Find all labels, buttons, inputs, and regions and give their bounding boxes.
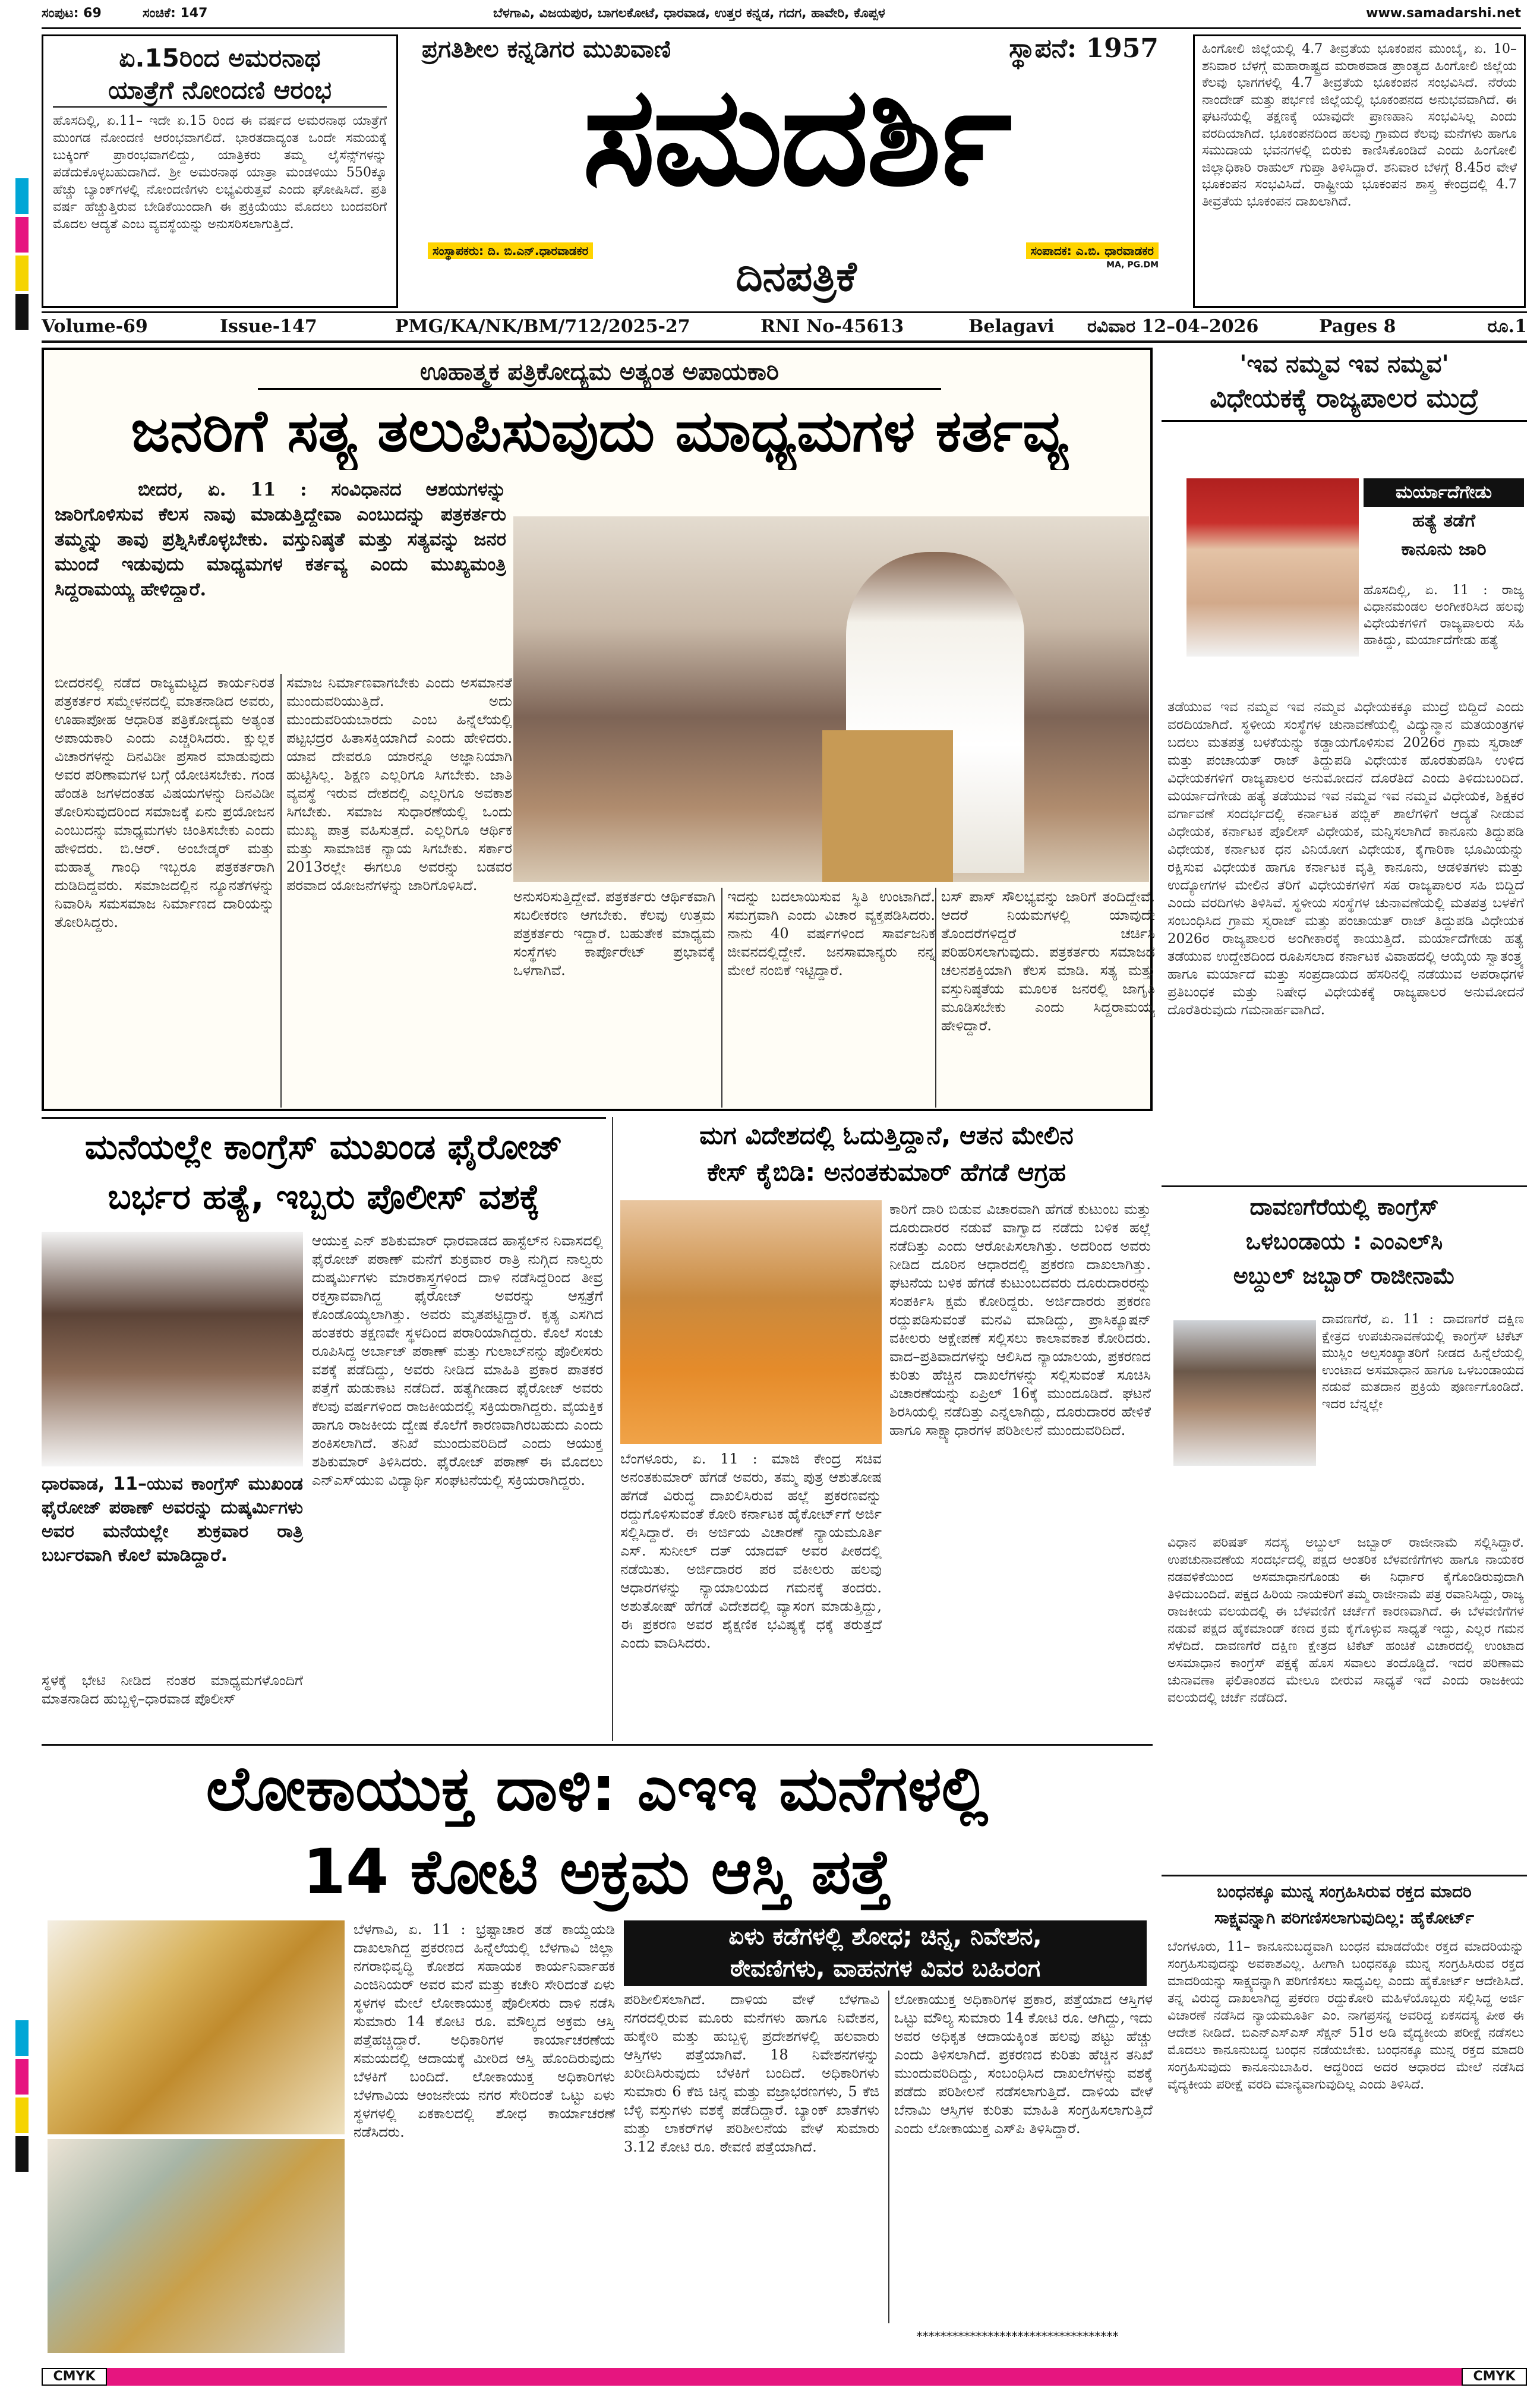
cmyk-label-right: CMYK [1462,2368,1527,2386]
governor-side-text: ಹೊಸದಿಲ್ಲಿ, ಏ. 11 : ರಾಜ್ಯ ವಿಧಾನಮಂಡಲ ಅಂಗೀಕರಿಸಿದ ಹಲವು ವಿಧೇಯಕಗಳಿಗೆ ರಾಜ್ಯಪಾಲರು ಸಹಿ ಹಾಕಿದ್ದು, ಮರ್ಯಾದೆಗೇಡು ಹತ್ಯೆ [1364,583,1524,648]
editor-degree: MA, PG.DM [1106,260,1159,270]
seized-gold-photo [48,1920,345,2134]
issue: Issue-147 [220,316,317,337]
place: Belagavi [968,316,1055,337]
register-swatch-cyan [15,178,29,214]
register-swatch-black-2 [15,2136,29,2172]
website-link[interactable]: www.samadarshi.net [1366,6,1521,21]
davangere-body: ವಿಧಾನ ಪರಿಷತ್ ಸದಸ್ಯ ಅಬ್ದುಲ್ ಜಬ್ಬಾರ್ ರಾಜೀನಾಮೆ ಸಲ್ಲಿಸಿದ್ದಾರೆ. ಉಪಚುನಾವಣೆಯ ಸಂದರ್ಭದಲ್ಲಿ ಪಕ್ಷದ ಆಂತರಿಕ ಬೆಳವಣಿಗೆಗಳು ಹಾಗೂ ನಾಯಕರ ನಡವಳಿಕೆಯಿಂದ ಅಸಮಾಧಾನಗೊಂಡು ಈ ನಿರ್ಧಾರ ಕೈಗೊಂಡಿರುವುದಾಗಿ ತಿಳಿದುಬಂದಿದೆ. ಪಕ್ಷದ ಹಿರಿಯ ನಾಯಕರಿಗೆ ತಮ್ಮ ರಾಜೀನಾಮೆ ಪತ್ರ ರವಾನಿಸಿದ್ದು, ರಾಜ್ಯ ರಾಜಕೀಯ ವಲಯದಲ್ಲಿ ಈ ಬೆಳವಣಿಗೆ ಚರ್ಚೆಗೆ ಕಾರಣವಾಗಿದೆ. ಈ ಬೆಳವಣಿಗೆಗಳ ನಡುವೆ ಪಕ್ಷದ ಹೈಕಮಾಂಡ್ ಕಣದ ಕ್ರಮ ಕೈಗೊಳ್ಳುವ ಸಾಧ್ಯತೆ ಇದ್ದು, ಎಲ್ಲರ ಗಮನ ಸೆಳೆದಿದೆ. ದಾವಣಗೆರೆ ದಕ್ಷಿಣ ಕ್ಷೇತ್ರದ ಟಿಕೆಟ್ ಹಂಚಿಕೆ ವಿಚಾರದಲ್ಲಿ ಉಂಟಾದ ಅಸಮಾಧಾನ ಕಾಂಗ್ರೆಸ್ ಪಕ್ಷಕ್ಕೆ ಹೊಸ ಸವಾಲು ತಂದೊಡ್ಡಿದೆ. ಇದರ ಪರಿಣಾಮ ಚುನಾವಣಾ ಫಲಿತಾಂಶದ ಮೇಲೂ ಬೀರುವ ಸಾಧ್ಯತೆ ಇದೆ ಎಂದು ರಾಜಕೀಯ ವಲಯದಲ್ಲಿ ಚರ್ಚೆ ನಡೆದಿದೆ. [1167,1535,1524,1705]
governor-subhead-box [1364,478,1524,564]
jabbar-photo [1173,1320,1316,1466]
murder-victim-photo [42,1232,303,1466]
highcourt-body: ಬೆಂಗಳೂರು, 11– ಕಾನೂನುಬದ್ಧವಾಗಿ ಬಂಧನ ಮಾಡದೆಯೇ ರಕ್ತದ ಮಾದರಿಯನ್ನು ಸಂಗ್ರಹಿಸುವುದನ್ನು ಅವಕಾಶವಿಲ್ಲ. ಹೀಗಾಗಿ ಬಂಧನಕ್ಕೂ ಮುನ್ನ ಸಂಗ್ರಹಿಸಿರುವ ರಕ್ತದ ಮಾದರಿಯನ್ನು ಸಾಕ್ಷ್ಯವನ್ನಾಗಿ ಪರಿಗಣಿಸಲು ಸಾಧ್ಯವಿಲ್ಲ ಎಂದು ಹೈಕೋರ್ಟ್ ಆದೇಶಿಸಿದೆ. ತನ್ನ ವಿರುದ್ಧ ದಾಖಲಾಗಿದ್ದ ಪ್ರಕರಣ ರದ್ದುಕೋರಿ ಮಹಿಳೆಯೊಬ್ಬರು ಸಲ್ಲಿಸಿದ್ದ ಅರ್ಜಿ ವಿಚಾರಣೆ ನಡೆಸಿದ ನ್ಯಾಯಮೂರ್ತಿ ಎಂ. ನಾಗಪ್ರಸನ್ನ ಅವರಿದ್ದ ಏಕಸದಸ್ಯ ಪೀಠ ಈ ಆದೇಶ ನೀಡಿದೆ. ಬಿಎನ್‌ಎಸ್‌ಎಸ್ ಸೆಕ್ಷನ್ 51ರ ಅಡಿ ವೈದ್ಯಕೀಯ ಪರೀಕ್ಷೆ ನಡೆಸಲು ಮೊದಲು ಕಾನೂನುಬದ್ಧ ಬಂಧನ ನಡೆಯಬೇಕು. ಬಂಧನಕ್ಕೂ ಮುನ್ನ ರಕ್ತದ ಮಾದರಿ ಸಂಗ್ರಹಿಸುವುದು ಕಾನೂನುಬಾಹಿರ. ಆದ್ದರಿಂದ ಅದರ ಆಧಾರದ ಮೇಲೆ ನಡೆಸಿದ ವೈದ್ಯಕೀಯ ಪರೀಕ್ಷೆ ವರದಿ ಮಾನ್ಯವಾಗುವುದಿಲ್ಲ ಎಂದು ತಿಳಿಸಿದೆ. [1167,1939,1524,2092]
governor-body: ತಡೆಯುವ ಇವ ನಮ್ಮವ ಇವ ನಮ್ಮವ ವಿಧೇಯಕಕ್ಕೂ ಮುದ್ರೆ ಬಿದ್ದಿದೆ ಎಂದು ವರದಿಯಾಗಿದೆ. ಸ್ಥಳೀಯ ಸಂಸ್ಥೆಗಳ ಚುನಾವಣೆಯಲ್ಲಿ ವಿದ್ಯುನ್ಮಾನ ಮತಯಂತ್ರಗಳ ಬದಲು ಮತಪತ್ರ ಬಳಕೆಯನ್ನು ಕಡ್ಡಾಯಗೊಳಿಸುವ 2026ರ ಗ್ರಾಮ ಸ್ವರಾಜ್ ಮತ್ತು ಪಂಚಾಯತ್ ರಾಜ್ ತಿದ್ದುಪಡಿ ವಿಧೇಯಕ ಹೊರತುಪಡಿಸಿ ಉಳಿದ ವಿಧೇಯಕಗಳಿಗೆ ರಾಜ್ಯಪಾಲರ ಅನುಮೋದನೆ ದೊರೆತಿದೆ ಎಂದು ತಿಳಿದುಬಂದಿದೆ. ಮರ್ಯಾದೆಗೇಡು ಹತ್ಯೆ ತಡೆಯುವ ಇವ ನಮ್ಮವ ಇವ ನಮ್ಮವ ವಿಧೇಯಕ, ಶಿಕ್ಷಕರ ವರ್ಗಾವಣೆ ಸಂದರ್ಭದಲ್ಲಿ ಕರ್ನಾಟಕ ಪಬ್ಲಿಕ್ ಶಾಲೆಗಳಿಗೆ ಆದ್ಯತೆ ನೀಡುವ ವಿಧೇಯಕ, ಕರ್ನಾಟಕ ಪೊಲೀಸ್ ವಿಧೇಯಕ, ಮನ್ನಿಸಲಾಗಿದೆ ಕಾನೂನು ತಿದ್ದುಪಡಿ ವಿಧೇಯಕ, ಕರ್ನಾಟಕ ಧನ ವಿನಿಯೋಗ ವಿಧೇಯಕ, ಕೈಗಾರಿಕಾ ಭೂಮಿಯನ್ನು ರಕ್ಷಿಸುವ ವಿಧೇಯಕ ಹಾಗೂ ಕರ್ನಾಟಕ ವೃತ್ತಿ ಕಾನೂನು, ಆಡಳಿತಗಳು ಮತ್ತು ಉದ್ಯೋಗಗಳ ಮೇಲಿನ ತೆರಿಗೆ ವಿಧೇಯಕಗಳಿಗೆ ಸಹ ರಾಜ್ಯಪಾಲರ ಸಹಿ ಬಿದ್ದಿದೆ ಎಂದು ವರದಿಗಳು ತಿಳಿಸಿವೆ. ಸ್ಥಳೀಯ ಸಂಸ್ಥೆಗಳ ಚುನಾವಣೆಯಲ್ಲಿ ಮತಪತ್ರ ಬಳಕೆಗೆ ಸಂಬಂಧಿಸಿದ ಗ್ರಾಮ ಸ್ವರಾಜ್ ಮತ್ತು ಪಂಚಾಯತ್ ರಾಜ್ ತಿದ್ದುಪಡಿ ವಿಧೇಯಕ 2026ರ ರಾಜ್ಯಪಾಲರ ಅಂಗೀಕಾರಕ್ಕೆ ಕಾಯುತ್ತಿದೆ. ಮರ್ಯಾದೆಗೇಡು ಹತ್ಯೆ ತಡೆಯುವ ಉದ್ದೇಶದಿಂದ ರೂಪಿಸಲಾದ ಕರ್ನಾಟಕ ವಿವಾಹದಲ್ಲಿ ಆಯ್ಕೆಯ ಸ್ವಾತಂತ್ರ್ಯ ಹಾಗೂ ಮರ್ಯಾದೆ ಮತ್ತು ಸಂಪ್ರದಾಯದ ಹೆಸರಿನಲ್ಲಿ ನಡೆಯುವ ಅಪರಾಧಗಳ ಪ್ರತಿಬಂಧಕ ಮತ್ತು ನಿಷೇಧ ವಿಧೇಯಕಕ್ಕೆ ರಾಜ್ಯಪಾಲರ ಅನುಮೋದನೆ ದೊರೆತಿರುವುದು ಗಮನಾರ್ಹವಾಗಿದೆ. [1167,699,1524,1018]
register-swatch-yellow [15,256,29,291]
murder-headline-1: ಮನೆಯಲ್ಲೇ ಕಾಂಗ್ರೆಸ್ ಮುಖಂಡ ಫೈರೋಜ್ [84,1127,563,1167]
murder-photo-caption: ಧಾರವಾಡ, 11–ಯುವ ಕಾಂಗ್ರೆಸ್ ಮುಖಂಡ ಫೈರೋಜ್ ಪಠಾಣ್ ಅವರನ್ನು ದುಷ್ಕರ್ಮಿಗಳು ಅವರ ಮನೆಯಲ್ಲೇ ಶುಕ್ರವಾರ ರಾತ್ರಿ ಬರ್ಬರವಾಗಿ ಕೊಲೆ ಮಾಡಿದ್ದಾರೆ. [42,1474,303,1566]
murder-caption-tail: ಸ್ಥಳಕ್ಕೆ ಭೇಟಿ ನೀಡಿದ ನಂತರ ಮಾಧ್ಯಮಗಳೊಂದಿಗೆ ಮಾತನಾಡಿದ ಹುಬ್ಬಳ್ಳಿ–ಧಾರವಾಡ ಪೊಲೀಸ್ [42,1672,303,1707]
governor-sub-3: ಕಾನೂನು ಜಾರಿ [1401,539,1487,560]
lead-col-3: ಅನುಸರಿಸುತ್ತಿದ್ದೇವೆ. ಪತ್ರಕರ್ತರು ಆರ್ಥಿಕವಾಗಿ ಸಬಲೀಕರಣ ಆಗಬೇಕು. ಕೆಲವು ಉತ್ತಮ ಪತ್ರಕರ್ತರು ಇದ್ದಾರೆ. ಬಹುತೇಕ ಮಾಧ್ಯಮ ಸಂಸ್ಥೆಗಳು ಕಾರ್ಪೊರೇಟ್ ಪ್ರಭಾವಕ್ಕೆ ಒಳಗಾಗಿವೆ. [513,888,715,979]
register-swatch-magenta-2 [15,2059,29,2095]
governor-headline: ವಿಧೇಯಕಕ್ಕೆ ರಾಜ್ಯಪಾಲರ ಮುದ್ರೆ [1162,381,1527,422]
hegde-headline-2: ಕೇಸ್ ಕೈಬಿಡಿ: ಅನಂತಕುಮಾರ್ ಹೆಗಡೆ ಆಗ್ರಹ [706,1157,1066,1187]
lead-col-1: ಬೀದರನಲ್ಲಿ ನಡೆದ ರಾಜ್ಯಮಟ್ಟದ ಕಾರ್ಯನಿರತ ಪತ್ರಕರ್ತರ ಸಮ್ಮೇಳನದಲ್ಲಿ ಮಾತನಾಡಿದ ಅವರು, ಊಹಾಪೋಹ ಆಧಾರಿತ ಪತ್ರಿಕೋದ್ಯಮ ಅತ್ಯಂತ ಅಪಾಯಕಾರಿ ಎಂದು ಎಚ್ಚರಿಸಿದರು. ಕ್ಷುಲ್ಲಕ ವಿಚಾರಗಳನ್ನು ದಿನವಿಡೀ ಪ್ರಸಾರ ಮಾಡುವುದು ಅವರ ಪರಿಣಾಮಗಳ ಬಗ್ಗೆ ಯೋಚಿಸಬೇಕು. ಗಂಡ ಹೆಂಡತಿ ಜಗಳದಂತಹ ವಿಷಯಗಳನ್ನು ದಿನವಿಡೀ ತೋರಿಸುವುದರಿಂದ ಸಮಾಜಕ್ಕೆ ಏನು ಪ್ರಯೋಜನ ಎಂಬುದನ್ನು ಮಾಧ್ಯಮಗಳು ಚಿಂತಿಸಬೇಕು ಎಂದು ಹೇಳಿದರು. ಬಿ.ಆರ್. ಅಂಬೇಡ್ಕರ್ ಮತ್ತು ಮಹಾತ್ಮ ಗಾಂಧಿ ಇಬ್ಬರೂ ಪತ್ರಕರ್ತರಾಗಿ ದುಡಿದಿದ್ದವರು. ಸಮಾಜದಲ್ಲಿನ ನ್ಯೂನತೆಗಳನ್ನು ನಿವಾರಿಸಿ ಸಮಸಮಾಜ ನಿರ್ಮಾಣದ ದಾರಿಯನ್ನು ತೋರಿಸಿದ್ದರು. [55,674,274,931]
davangere-headline-3: ಅಬ್ದುಲ್ ಜಬ್ಬಾರ್ ರಾಜೀನಾಮೆ [1233,1263,1456,1289]
lead-col-5: ಬಸ್ ಪಾಸ್ ಸೌಲಭ್ಯವನ್ನು ಜಾರಿಗೆ ತಂದಿದ್ದೇವೆ. ಆದರೆ ನಿಯಮಗಳಲ್ಲಿ ಯಾವುದೇ ತೊಂದರೆಗಳಿದ್ದರೆ ಚರ್ಚಿಸಿ ಪರಿಹರಿಸಲಾಗುವುದು. ಪತ್ರಕರ್ತರು ಸಮಾಜದ ಚಲನಶಕ್ತಿಯಾಗಿ ಕೆಲಸ ಮಾಡಿ. ಸತ್ಯ ಮತ್ತು ವಸ್ತುನಿಷ್ಠತೆಯ ಮೂಲಕ ಜನರಲ್ಲಿ ಜಾಗೃತಿ ಮೂಡಿಸಬೇಕು ಎಂದು ಸಿದ್ದರಾಮಯ್ಯ ಹೇಳಿದ್ದಾರೆ. [935,888,1155,1108]
editor-label: ಸಂಪಾದಕ: ಎ.ಬಿ. ಧಾರವಾಡಕರ [1026,242,1159,259]
murder-body: ಆಯುಕ್ತ ಎನ್ ಶಶಿಕುಮಾರ್ ಧಾರವಾಡದ ಹಾಸ್ಟೆಲ್‌ನ ನಿವಾಸದಲ್ಲಿ ಫೈರೋಜ್ ಪಠಾಣ್ ಮನೆಗೆ ಶುಕ್ರವಾರ ರಾತ್ರಿ ನುಗ್ಗಿದ ನಾಲ್ವರು ದುಷ್ಕರ್ಮಿಗಳು ಮಾರಕಾಸ್ತ್ರಗಳಿಂದ ದಾಳಿ ನಡೆಸಿದ್ದರಿಂದ ತೀವ್ರ ರಕ್ತಸ್ರಾವವಾಗಿದ್ದ ಫೈರೋಜ್ ಅವರನ್ನು ಆಸ್ಪತ್ರೆಗೆ ಕೊಂಡೊಯ್ಯಲಾಗಿತ್ತು. ಅವರು ಮೃತಪಟ್ಟಿದ್ದಾರೆ. ಕೃತ್ಯ ಎಸಗಿದ ಹಂತಕರು ತಕ್ಷಣವೇ ಸ್ಥಳದಿಂದ ಪರಾರಿಯಾಗಿದ್ದರು. ಕೊಲೆ ಸಂಚು ರೂಪಿಸಿದ್ದ ಅರ್ಬಾಜ್ ಪಠಾಣ್ ಮತ್ತು ಗುಲಾಬ್‌ನನ್ನು ಪೊಲೀಸರು ವಶಕ್ಕೆ ಪಡೆದಿದ್ದು, ಅವರು ನೀಡಿದ ಮಾಹಿತಿ ಪ್ರಕಾರ ಪಾತಕರ ಪತ್ತೆಗೆ ಹುಡುಕಾಟ ನಡೆದಿದೆ. ಹತ್ಯೆಗೀಡಾದ ಫೈರೋಜ್ ಅವರು ಕೆಲವು ವರ್ಷಗಳಿಂದ ರಾಜಕೀಯದಲ್ಲಿ ಸಕ್ರಿಯರಾಗಿದ್ದರು. ವೈಯಕ್ತಿಕ ಹಾಗೂ ರಾಜಕೀಯ ದ್ವೇಷ ಕೊಲೆಗೆ ಕಾರಣವಾಗಿರಬಹುದು ಎಂದು ಶಂಕಿಸಲಾಗಿದೆ. ತನಿಖೆ ಮುಂದುವರಿದಿದೆ ಎಂದು ಆಯುಕ್ತ ಶಶಿಕುಮಾರ್ ತಿಳಿಸಿದರು. ಫೈರೋಜ್ ಪಠಾಣ್ ಈ ಮೊದಲು ಎನ್‌ಎಸ್‌ಯುಐ ವಿದ್ಯಾರ್ಥಿ ಸಂಘಟನೆಯಲ್ಲಿ ಸಕ್ರಿಯರಾಗಿದ್ದರು. [312,1232,603,1488]
lokayukta-subhead-1: ಏಳು ಕಡೆಗಳಲ್ಲಿ ಶೋಧ; ಚಿನ್ನ, ನಿವೇಶನ, [728,1923,1042,1950]
hegde-photo [620,1200,882,1444]
masthead [410,33,1182,310]
murder-story [42,1122,606,1740]
price: ರೂ.1 [1487,316,1527,337]
masthead-subtitle: ದಿನಪತ್ರಿಕೆ [736,252,857,301]
lokayukta-story [42,1747,1153,2359]
davangere-headline-1: ದಾವಣಗೆರೆಯಲ್ಲಿ ಕಾಂಗ್ರೆಸ್ [1249,1194,1439,1220]
davangere-headline-2: ಒಳಬಂಡಾಯ : ಎಂಎಲ್‌ಸಿ [1245,1228,1443,1254]
top-info-bar [42,4,1521,26]
governor-sub-2: ಹತ್ಯೆ ತಡೆಗೆ [1412,510,1476,531]
masthead-title: ಸಮದರ್ಶಿ [582,58,1010,216]
registration-number: PMG/KA/NK/BM/712/2025-27 [395,316,690,337]
hegde-body-left: ಬೆಂಗಳೂರು, ಏ. 11 : ಮಾಜಿ ಕೇಂದ್ರ ಸಚಿವ ಅನಂತಕುಮಾರ್ ಹೆಗಡೆ ಅವರು, ತಮ್ಮ ಪುತ್ರ ಆಶುತೋಷ ಹೆಗಡೆ ವಿರುದ್ಧ ದಾಖಲಿಸಿರುವ ಹಲ್ಲೆ ಪ್ರಕರಣವನ್ನು ರದ್ದುಗೊಳಿಸುವಂತೆ ಕೋರಿ ಕರ್ನಾಟಕ ಹೈಕೋರ್ಟ್‌ಗೆ ಅರ್ಜಿ ಸಲ್ಲಿಸಿದ್ದಾರೆ. ಈ ಅರ್ಜಿಯ ವಿಚಾರಣೆ ನ್ಯಾಯಮೂರ್ತಿ ಎಸ್. ಸುನೀಲ್ ದತ್ ಯಾದವ್ ಅವರ ಪೀಠದಲ್ಲಿ ನಡೆಯಿತು. ಅರ್ಜಿದಾರರ ಪರ ವಕೀಲರು ಹಲವು ಆಧಾರಗಳನ್ನು ನ್ಯಾಯಾಲಯದ ಗಮನಕ್ಕೆ ತಂದರು. ಅಶುತೋಷ್ ಹೆಗಡೆ ವಿದೇಶದಲ್ಲಿ ವ್ಯಾಸಂಗ ಮಾಡುತ್ತಿದ್ದು, ಈ ಪ್ರಕರಣ ಅವರ ಶೈಕ್ಷಣಿಕ ಭವಿಷ್ಯಕ್ಕೆ ಧಕ್ಕೆ ತರುತ್ತದೆ ಎಂದು ವಾದಿಸಿದರು. [620,1450,882,1651]
lead-intro-text: ಸಂವಿಧಾನದ ಆಶಯಗಳನ್ನು ಜಾರಿಗೊಳಿಸುವ ಕೆಲಸ ನಾವು ಮಾಡುತ್ತಿದ್ದೇವಾ ಎಂಬುದನ್ನು ಪತ್ರಕರ್ತರು ತಮ್ಮನ್ನು ತಾವು ಪ್ರಶ್ನಿಸಿಕೊಳ್ಳಬೇಕು. ವಸ್ತುನಿಷ್ಠತೆ ಮತ್ತು ಸತ್ಯವನ್ನು ಜನರ ಮುಂದೆ ಇಡುವುದು ಮಾಧ್ಯಮಗಳ ಕರ್ತವ್ಯ ಎಂದು ಮುಖ್ಯಮಂತ್ರಿ ಸಿದ್ದರಾಮಯ್ಯ ಹೇಳಿದ್ದಾರೆ. [55,479,506,600]
footer-strip [42,2368,1527,2386]
davangere-side-text: ದಾವಣಗೆರೆ, ಏ. 11 : ದಾವಣಗೆರೆ ದಕ್ಷಿಣ ಕ್ಷೇತ್ರದ ಉಪಚುನಾವಣೆಯಲ್ಲಿ ಕಾಂಗ್ರೆಸ್ ಟಿಕೆಟ್ ಮುಸ್ಲಿಂ ಅಲ್ಪಸಂಖ್ಯಾತರಿಗೆ ನೀಡದ ಹಿನ್ನೆಲೆಯಲ್ಲಿ ಉಂಟಾದ ಅಸಮಾಧಾನ ಹಾಗೂ ಒಳಬಂಡಾಯದ ನಡುವೆ ಮತದಾನ ಪ್ರಕ್ರಿಯೆ ಪೂರ್ಣಗೊಂಡಿದೆ. ಇದರ ಬೆನ್ನಲ್ಲೇ [1322,1312,1524,1412]
lead-col-2: ಸಮಾಜ ನಿರ್ಮಾಣವಾಗಬೇಕು ಎಂದು ಅಸಮಾನತೆ ಮುಂದುವರಿಯುತ್ತಿದೆ. ಅದು ಮುಂದುವರಿಯಬಾರದು ಎಂಬ ಹಿನ್ನೆಲೆಯಲ್ಲಿ ಪಟ್ಟಭದ್ರರ ಹಿತಾಸಕ್ತಿಯಾಗಿದೆ ಎಂದು ಹೇಳಿದರು. ಯಾವ ದೇವರೂ ಯಾರನ್ನೂ ಅಜ್ಞಾನಿಯಾಗಿ ಹುಟ್ಟಿಸಿಲ್ಲ. ಶಿಕ್ಷಣ ಎಲ್ಲರಿಗೂ ಸಿಗಬೇಕು. ಜಾತಿ ವ್ಯವಸ್ಥೆ ಇರುವ ದೇಶದಲ್ಲಿ ಎಲ್ಲರಿಗೂ ಅವಕಾಶ ಸಿಗಬೇಕು. ಸಮಾಜ ಸುಧಾರಣೆಯಲ್ಲಿ ಒಂದು ಮುಖ್ಯ ಪಾತ್ರ ವಹಿಸುತ್ತದೆ. ಎಲ್ಲರಿಗೂ ಆರ್ಥಿಕ ಮತ್ತು ಸಾಮಾಜಿಕ ನ್ಯಾಯ ಸಿಗಬೇಕು. ಸರ್ಕಾರ 2013ರಲ್ಲೇ ಈಗಲೂ ಅವರನ್ನು ಬಡವರ ಪರವಾದ ಯೋಜನೆಗಳನ್ನು ಜಾರಿಗೊಳಿಸಿದೆ. [280,674,512,1108]
governor-photo [1186,478,1359,657]
lokayukta-headline-2: 14 ಕೋಟಿ ಅಕ್ರಮ ಆಸ್ತಿ ಪತ್ತೆ [302,1835,892,1908]
brief-title-2: ಯಾತ್ರೆಗೆ ನೋಂದಣಿ ಆರಂಭ [53,74,387,108]
rni-number: RNI No-45613 [760,316,904,337]
masthead-tagline: ಪ್ರಗತಿಶೀಲ ಕನ್ನಡಿಗರ ಮುಖವಾಣಿ [422,36,671,63]
lead-story [42,348,1153,1111]
earthquake-body: ಹಿಂಗೋಲಿ ಜಿಲ್ಲೆಯಲ್ಲಿ 4.7 ತೀವ್ರತೆಯ ಭೂಕಂಪನ ಮುಂಬೈ, ಏ. 10– ಶನಿವಾರ ಬೆಳಗ್ಗೆ ಮಹಾರಾಷ್ಟ್ರದ ಮರಾಠವಾಡ ಪ್ರಾಂತ್ಯದ ಹಿಂಗೋಲಿ ಜಿಲ್ಲೆಯ ಕೆಲವು ಭಾಗಗಳಲ್ಲಿ 4.7 ತೀವ್ರತೆಯ ಭೂಕಂಪನ ಸಂಭವಿಸಿದೆ. ನೆರೆಯ ನಾಂದೇಡ್ ಮತ್ತು ಪರ್ಭಣಿ ಜಿಲ್ಲೆಯಲ್ಲಿ ಭೂಕಂಪನದ ಅನುಭವವಾಗಿದೆ. ಈ ಘಟನೆಯಲ್ಲಿ ತಕ್ಷಣಕ್ಕೆ ಯಾವುದೇ ಪ್ರಾಣಹಾನಿ ಸಂಭವಿಸಿಲ್ಲ ಎಂದು ವರದಿಯಾಗಿದೆ. ಭೂಕಂಪನದಿಂದ ಹಲವು ಗ್ರಾಮದ ಕೆಲವು ಮನೆಗಳು ಹಾಗೂ ಸಮುದಾಯ ಭವನಗಳಲ್ಲಿ ಬಿರುಕು ಕಾಣಿಸಿಕೊಂಡಿದೆ ಎಂದು ಹಿಂಗೋಲಿ ಜಿಲ್ಲಾಧಿಕಾರಿ ರಾಹುಲ್ ಗುಪ್ತಾ ತಿಳಿಸಿದ್ದಾರೆ. ಶನಿವಾರ ಬೆಳಗ್ಗೆ 8.45ರ ವೇಳೆ ಭೂಕಂಪನ ಸಂಭವಿಸಿದೆ. ರಾಷ್ಟ್ರೀಯ ಭೂಕಂಪನ ಶಾಸ್ತ್ರ ಕೇಂದ್ರದಲ್ಲಿ 4.7 ತೀವ್ರತೆಯ ಭೂಕಂಪನ ದಾಖಲಾಗಿದೆ. [1202,42,1517,209]
lokayukta-col-1: ಬೆಳಗಾವಿ, ಏ. 11 : ಭ್ರಷ್ಟಾಚಾರ ತಡೆ ಕಾಯ್ದೆಯಡಿ ದಾಖಲಾಗಿದ್ದ ಪ್ರಕರಣದ ಹಿನ್ನೆಲೆಯಲ್ಲಿ ಬೆಳಗಾವಿ ಜಿಲ್ಲಾ ನಗರಾಭಿವೃದ್ಧಿ ಕೋಶದ ಸಹಾಯಕ ಕಾರ್ಯನಿರ್ವಾಹಕ ಎಂಜಿನಿಯರ್ ಅವರ ಮನೆ ಮತ್ತು ಕಚೇರಿ ಸೇರಿದಂತೆ ಏಳು ಸ್ಥಳಗಳ ಮೇಲೆ ಲೋಕಾಯುಕ್ತ ಪೊಲೀಸರು ದಾಳಿ ನಡೆಸಿ ಸುಮಾರು 14 ಕೋಟಿ ರೂ. ಮೌಲ್ಯದ ಅಕ್ರಮ ಆಸ್ತಿ ಪತ್ತೆಹಚ್ಚಿದ್ದಾರೆ. ಅಧಿಕಾರಿಗಳ ಕಾರ್ಯಾಚರಣೆಯ ಸಮಯದಲ್ಲಿ ಆದಾಯಕ್ಕೆ ಮೀರಿದ ಆಸ್ತಿ ಹೊಂದಿರುವುದು ಬೆಳಕಿಗೆ ಬಂದಿದೆ. ಲೋಕಾಯುಕ್ತ ಅಧಿಕಾರಿಗಳು ಬೆಳಗಾವಿಯ ಆಂಜನೇಯ ನಗರ ಸೇರಿದಂತೆ ಒಟ್ಟು ಏಳು ಸ್ಥಳಗಳಲ್ಲಿ ಏಕಕಾಲದಲ್ಲಿ ಶೋಧ ಕಾರ್ಯಾಚರಣೆ ನಡೆಸಿದರು. [354,1921,615,2140]
register-swatch-magenta [15,217,29,253]
volume-kannada: ಸಂಪುಟ: 69 [42,6,102,21]
register-swatch-cyan-2 [15,2020,29,2056]
lead-photo-podium [822,730,953,882]
brief-amarnath [42,34,398,308]
governor-story [1162,348,1527,1182]
register-swatch-black [15,294,29,330]
lokayukta-subhead [624,1920,1147,1986]
brief-earthquake [1193,34,1526,308]
dateline-bar [42,314,1527,340]
masthead-established: ಸ್ಥಾಪನೆ: 1957 [1009,33,1159,64]
lead-intro-box [55,477,506,667]
governor-kicker: 'ಇವ ನಮ್ಮವ ಇವ ನಮ್ಮವ' [1239,351,1449,378]
highcourt-headline-2: ಸಾಕ್ಷ್ಯವನ್ನಾಗಿ ಪರಿಗಣಿಸಲಾಗುವುದಿಲ್ಲ: ಹೈಕೋರ್ಟ್ [1214,1908,1475,1928]
page-count: Pages 8 [1319,316,1396,337]
davangere-story [1162,1190,1527,1873]
brief-body: ಹೊಸದಿಲ್ಲಿ, ಏ.11– ಇದೇ ಏ.15 ರಿಂದ ಈ ವರ್ಷದ ಅಮರನಾಥ ಯಾತ್ರೆಗೆ ಮುಂಗಡ ನೋಂದಣಿ ಆರಂಭವಾಗಲಿದೆ. ಭಾರತದಾದ್ಯಂತ ಒಂದೇ ಸಮಯಕ್ಕೆ ಬುಕ್ಕಿಂಗ್ ಪ್ರಾರಂಭವಾಗಲಿದ್ದು, ಯಾತ್ರಿಕರು ತಮ್ಮ ಲೈಸೆನ್ಸ್‌ಗಳನ್ನು ಪಡೆದುಕೊಳ್ಳಬಹುದಾಗಿದೆ. ಶ್ರೀ ಅಮರನಾಥ ಯಾತ್ರಾ ಮಂಡಳಿಯು 550ಕ್ಕೂ ಹೆಚ್ಚು ಬ್ಯಾಂಕ್‌ಗಳಲ್ಲಿ ನೋಂದಣಿಗಳು ಲಭ್ಯವಿರುತ್ತವೆ ಎಂದು ಘೋಷಿಸಿದೆ. ಪ್ರತಿ ವರ್ಷ ಹೆಚ್ಚುತ್ತಿರುವ ಬೇಡಿಕೆಯಿಂದಾಗಿ ಈ ಪ್ರಕ್ರಿಯೆಯು ಮೊದಲು ಬಂದವರಿಗೆ ಮೊದಲ ಆದ್ಯತೆ ಎಂಬ ವ್ಯವಸ್ಥೆಯನ್ನು ಅನುಸರಿಸಲಾಗುತ್ತಿದೆ. [53,113,387,232]
volume: Volume-69 [42,316,148,337]
lokayukta-footer-dots: ********************************** [916,2329,1119,2343]
cmyk-label-left: CMYK [42,2368,107,2386]
brief-title-1: ಏ.15ರಿಂದ ಅಮರನಾಥ [119,43,321,72]
issue-kannada: ಸಂಚಿಕೆ: 147 [143,6,208,21]
lead-kicker: ಊಹಾತ್ಮಕ ಪತ್ರಿಕೋದ್ಯಮ ಅತ್ಯಂತ ಅಪಾಯಕಾರಿ [258,358,941,390]
lead-photo [513,516,1149,882]
lokayukta-headline-1: ಲೋಕಾಯುಕ್ತ ದಾಳಿ: ಎಇಇ ಮನೆಗಳಲ್ಲಿ [206,1752,989,1825]
hegde-headline-1: ಮಗ ವಿದೇಶದಲ್ಲಿ ಓದುತ್ತಿದ್ದಾನೆ, ಆತನ ಮೇಲಿನ [699,1121,1074,1150]
highcourt-story [1162,1879,1527,2360]
highcourt-headline-1: ಬಂಧನಕ್ಕೂ ಮುನ್ನ ಸಂಗ್ರಹಿಸಿರುವ ರಕ್ತದ ಮಾದರಿ [1217,1882,1472,1901]
date: ರವಿವಾರ 12–04–2026 [1087,316,1259,337]
founder-label: ಸಂಸ್ಥಾಪಕರು: ದಿ. ಬಿ.ಎನ್.ಧಾರವಾಡಕರ [428,242,593,259]
seized-cash-photo [48,2139,345,2353]
lokayukta-col-3: ಲೋಕಾಯುಕ್ತ ಅಧಿಕಾರಿಗಳ ಪ್ರಕಾರ, ಪತ್ತೆಯಾದ ಆಸ್ತಿಗಳ ಒಟ್ಟು ಮೌಲ್ಯ ಸುಮಾರು 14 ಕೋಟಿ ರೂ. ಆಗಿದ್ದು, ಇದು ಅವರ ಅಧಿಕೃತ ಆದಾಯಕ್ಕಿಂತ ಹಲವು ಪಟ್ಟು ಹೆಚ್ಚು ಎಂದು ತಿಳಿಸಲಾಗಿದೆ. ಪ್ರಕರಣದ ಕುರಿತು ಹೆಚ್ಚಿನ ತನಿಖೆ ಮುಂದುವರಿದಿದ್ದು, ಸಂಬಂಧಿಸಿದ ದಾಖಲೆಗಳನ್ನು ವಶಕ್ಕೆ ಪಡೆದು ಪರಿಶೀಲನೆ ನಡೆಸಲಾಗುತ್ತಿದೆ. ದಾಳಿಯ ವೇಳೆ ಬೆನಾಮಿ ಆಸ್ತಿಗಳ ಕುರಿತು ಮಾಹಿತಿ ಸಂಗ್ರಹಿಸಲಾಗುತ್ತಿದೆ ಎಂದು ಲೋಕಾಯುಕ್ತ ಎಸ್‌ಪಿ ತಿಳಿಸಿದ್ದಾರೆ. [888,1991,1153,2323]
register-swatch-yellow-2 [15,2097,29,2133]
hegde-story [612,1117,1153,1741]
hegde-body-right: ಕಾರಿಗೆ ದಾರಿ ಬಿಡುವ ವಿಚಾರವಾಗಿ ಹೆಗಡೆ ಕುಟುಂಬ ಮತ್ತು ದೂರುದಾರರ ನಡುವೆ ವಾಗ್ವಾದ ನಡೆದು ಬಳಿಕ ಹಲ್ಲೆ ನಡೆದಿತ್ತು ಎಂದು ಆರೋಪಿಸಲಾಗಿತ್ತು. ಅದರಿಂದ ಅವರು ನೀಡಿದ ದೂರಿನ ಆಧಾರದಲ್ಲಿ ಪ್ರಕರಣ ದಾಖಲಾಗಿತ್ತು. ಘಟನೆಯ ಬಳಿಕ ಹೆಗಡೆ ಕುಟುಂಬದವರು ದೂರುದಾರರನ್ನು ಸಂಪರ್ಕಿಸಿ ಕ್ಷಮೆ ಕೋರಿದ್ದರು. ಅರ್ಜಿದಾರರು ಪ್ರಕರಣ ರದ್ದುಪಡಿಸುವಂತೆ ಮನವಿ ಮಾಡಿದ್ದು, ಪ್ರಾಸಿಕ್ಯೂಷನ್ ವಕೀಲರು ಆಕ್ಷೇಪಣೆ ಸಲ್ಲಿಸಲು ಕಾಲಾವಕಾಶ ಕೋರಿದರು. ವಾದ–ಪ್ರತಿವಾದಗಳನ್ನು ಆಲಿಸಿದ ನ್ಯಾಯಾಲಯ, ಪ್ರಕರಣದ ಕುರಿತು ಹೆಚ್ಚಿನ ದಾಖಲೆಗಳನ್ನು ಸಲ್ಲಿಸುವಂತೆ ಸೂಚಿಸಿ ವಿಚಾರಣೆಯನ್ನು ಏಪ್ರಿಲ್ 16ಕ್ಕೆ ಮುಂದೂಡಿದೆ. ಘಟನೆ ಶಿರಸಿಯಲ್ಲಿ ನಡೆದಿತ್ತು ಎನ್ನಲಾಗಿದ್ದು, ದೂರುದಾರರ ಹೇಳಿಕೆ ಹಾಗೂ ಸಾಕ್ಷ್ಯಾಧಾರಗಳ ಪರಿಶೀಲನೆ ಮುಂದುವರಿದಿದೆ. [889,1201,1151,1439]
lead-headline: ಜನರಿಗೆ ಸತ್ಯ ತಲುಪಿಸುವುದು ಮಾಧ್ಯಮಗಳ ಕರ್ತವ್ಯ [131,398,1068,465]
lead-col-4: ಇದನ್ನು ಬದಲಾಯಿಸುವ ಸ್ಥಿತಿ ಉಂಟಾಗಿದೆ. ಸಮಗ್ರವಾಗಿ ಎಂದು ವಿಚಾರ ವ್ಯಕ್ತಪಡಿಸಿದರು. ನಾನು 40 ವರ್ಷಗಳಿಂದ ಸಾರ್ವಜನಿಕ ಜೀವನದಲ್ಲಿದ್ದೇನೆ. ಜನಸಾಮಾನ್ಯರು ನನ್ನ ಮೇಲೆ ನಂಬಿಕೆ ಇಟ್ಟಿದ್ದಾರೆ. [721,888,935,1108]
lead-intro-dateline: ಬೀದರ, ಏ. 11 : [138,479,307,500]
lokayukta-subhead-2: ಠೇವಣಿಗಳು, ವಾಹನಗಳ ವಿವರ ಬಹಿರಂಗ [730,1955,1041,1982]
lokayukta-col-2: ಪರಿಶೀಲಿಸಲಾಗಿದೆ. ದಾಳಿಯ ವೇಳೆ ಬೆಳಗಾವಿ ನಗರದಲ್ಲಿರುವ ಮೂರು ಮನೆಗಳು ಹಾಗೂ ನಿವೇಶನ, ಹುಕ್ಕೇರಿ ಮತ್ತು ಹುಬ್ಬಳ್ಳಿ ಪ್ರದೇಶಗಳಲ್ಲಿ ಹಲವಾರು ಆಸ್ತಿಗಳು ಪತ್ತೆಯಾಗಿವೆ. 18 ನಿವೇಶನಗಳನ್ನು ಖರೀದಿಸಿರುವುದು ಬೆಳಕಿಗೆ ಬಂದಿದೆ. ಅಧಿಕಾರಿಗಳು ಸುಮಾರು 6 ಕೆಜಿ ಚಿನ್ನ ಮತ್ತು ವಜ್ರಾಭರಣಗಳು, 5 ಕೆಜಿ ಬೆಳ್ಳಿ ವಸ್ತುಗಳು ವಶಕ್ಕೆ ಪಡೆದಿದ್ದಾರೆ. ಬ್ಯಾಂಕ್ ಖಾತೆಗಳು ಮತ್ತು ಲಾಕರ್‌ಗಳ ಪರಿಶೀಲನೆಯ ವೇಳೆ ಸುಮಾರು 3.12 ಕೋಟಿ ರೂ. ಠೇವಣಿ ಪತ್ತೆಯಾಗಿದೆ. [624,1991,879,2155]
governor-sub-1: ಮರ್ಯಾದೆಗೇಡು [1364,478,1524,507]
murder-headline-2: ಬರ್ಭರ ಹತ್ಯೆ, ಇಬ್ಬರು ಪೊಲೀಸ್ ವಶಕ್ಕೆ [108,1177,540,1217]
editions-list: ಬೆಳಗಾವಿ, ವಿಜಯಪುರ, ಬಾಗಲಕೋಟೆ, ಧಾರವಾಡ, ಉತ್ತರ ಕನ್ನಡ, ಗದಗ, ಹಾವೇರಿ, ಕೊಪ್ಪಳ [493,6,885,21]
